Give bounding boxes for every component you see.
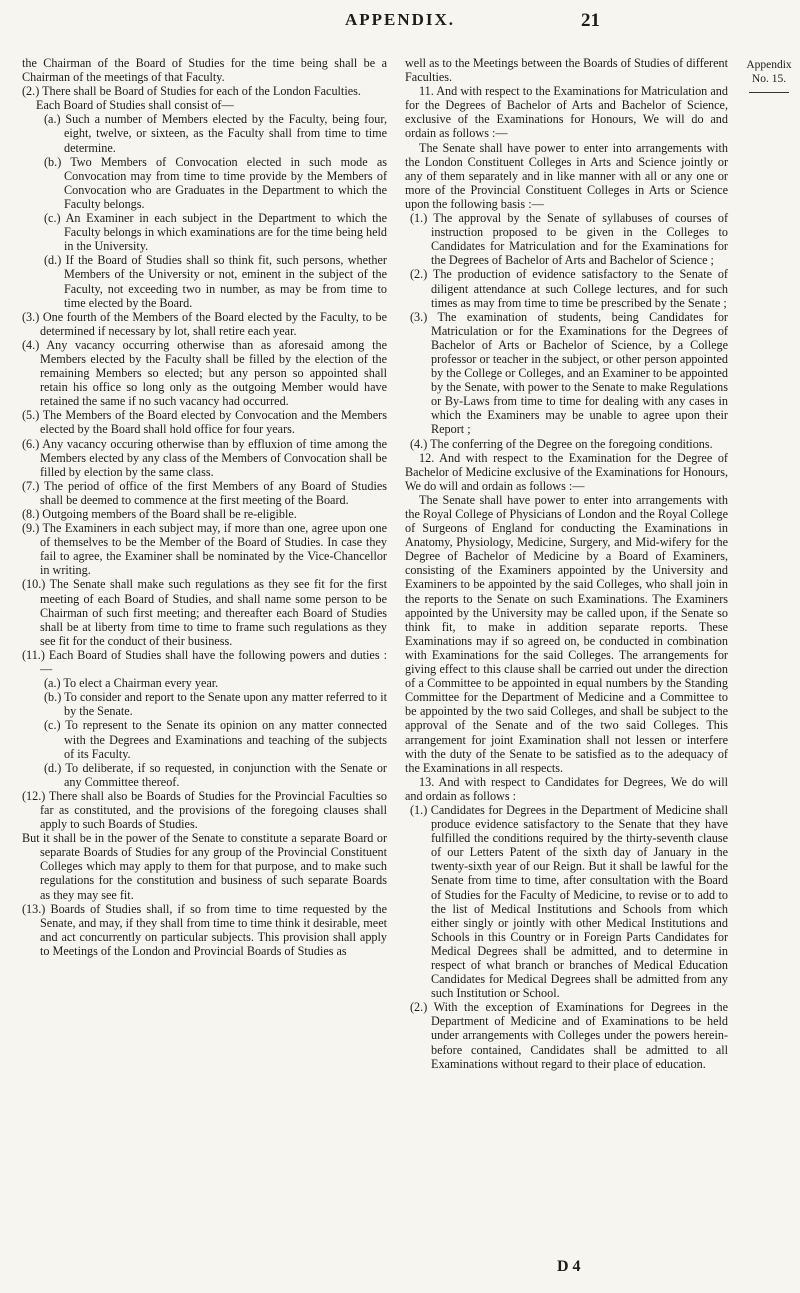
running-title: APPENDIX. (344, 10, 456, 29)
left-paragraph: (12.) There shall also be Boards of Studies for the Provincial Faculties so far as constituted, and the provisions of the foregoing clauses shall apply to such Boards of Studies. (22, 788, 387, 832)
right-paragraph: 12. And with respect to the Examination for the Degree of Bachelor of Medicine exclusive of the Examinations for Honours, We do will and ordain as follows :— (405, 450, 728, 493)
margin-note-number: No. 15. (751, 73, 787, 85)
left-paragraph: (9.) The Examiners in each subject may, if more than one, agree upon one of themselves to be the Member of the Board of Studies. In case they fail to agree, the Examiner shall be nominated by the Vice-Chancellor in writing. (22, 521, 387, 578)
margin-rule (749, 92, 789, 93)
margin-note-label: Appendix (746, 59, 792, 71)
right-paragraph: (4.) The conferring of the Degree on the foregoing conditions. (410, 436, 713, 451)
left-paragraph: (b.) To consider and report to the Senate upon any matter referred to it by the Senate. (44, 690, 387, 719)
right-paragraph: 13. And with respect to Candidates for Degrees, We do will and ordain as follows : (405, 774, 728, 803)
left-paragraph: (d.) If the Board of Studies shall so think fit, such persons, whether Members of the University or not, eminent in the subject of the Faculty, not exceeding two in number, as may be from time to time elected by the Board. (44, 253, 387, 310)
left-paragraph: (8.) Outgoing members of the Board shall be re-eligible. (22, 507, 297, 521)
left-paragraph: (4.) Any vacancy occurring otherwise than as aforesaid among the Members elected by the Faculty shall be filled by the election of the remaining Members so elected; but any person so appointed shall retain his office so long only as the outgoing Member would have retained the same if no such vacancy had occurred. (22, 337, 387, 409)
right-paragraph: (2.) With the exception of Examinations for Degrees in the Department of Medicine and of Examinations to be held under arrangements with Colleges under the powers herein-before contained, Candidates shall be admitted to all Examinations without regard to their place of education. (410, 1000, 728, 1071)
right-paragraph: well as to the Meetings between the Boards of Studies of different Faculties. (405, 56, 728, 85)
left-paragraph: (13.) Boards of Studies shall, if so from time to time requested by the Senate, and may, if they shall from time to time think it desirable, meet and act concurrently on particular subjects. This provision shall apply to Meetings of the London and Provincial Boards of Studies as (22, 901, 387, 958)
left-paragraph: (a.) Such a number of Members elected by the Faculty, being four, eight, twelve, or sixteen, as the Faculty shall from time to time determine. (44, 112, 387, 155)
left-paragraph: (b.) Two Members of Convocation elected in such mode as Convocation may from time to time provide by the Members of Convocation who are Graduates in the Department to which the Faculty belongs. (44, 154, 387, 211)
left-paragraph: But it shall be in the power of the Senate to constitute a separate Board or separate Boards of Studies for any group of the Provincial Constituent Colleges which may apply to them for that purpose, and to make such regulations for the constitution and business of such separate Boards as they may see fit. (22, 831, 387, 902)
left-paragraph: (5.) The Members of the Board elected by Convocation and the Members elected by the Board shall hold office for four years. (22, 408, 387, 437)
left-paragraph: (d.) To deliberate, if so requested, in conjunction with the Senate or any Committee thereof. (44, 760, 387, 789)
left-paragraph: (10.) The Senate shall make such regulations as they see fit for the first meeting of each Board of Studies, and shall name some person to be Chairman of such first meeting; and thereafter each Board of Studies shall be at liberty from time to time to frame such regulations as they see fit for the conduct of their business. (22, 577, 387, 648)
left-paragraph: (7.) The period of office of the first Members of any Board of Studies shall be deemed to commence at the first meeting of the Board. (22, 478, 387, 507)
left-paragraph: (c.) To represent to the Senate its opinion on any matter connected with the Degrees and Examinations and teaching of the subjects of its Faculty. (44, 718, 387, 761)
left-paragraph: the Chairman of the Board of Studies for the time being shall be a Chairman of the meetings of that Faculty. (22, 56, 387, 85)
left-column (22, 56, 387, 958)
right-paragraph: (3.) The examination of students, being Candidates for Matriculation or for the Examinations for the Degrees of Bachelor of Arts or Bachelor of Science, by a College professor or teacher in the subject, or other person appointed by the College or Colleges, and an Examiner to be appointed by the Senate, with power to the Senate to make Regulations or By-Laws from time to time for dealing with any cases in which the Examiners may be unable to agree upon their Report ; (410, 309, 728, 437)
right-paragraph: (2.) The production of evidence satisfactory to the Senate of diligent attendance at such College lectures, and for such times as may from time to time be prescribed by the Senate ; (410, 267, 728, 310)
right-paragraph: The Senate shall have power to enter into arrangements with the Royal College of Physicians of London and the Royal College of Surgeons of England for conducting the Examinations in Anatomy, Physiology, Medicine, Surgery, and Mid-wifery for the Degree of Bachelor of Medicine by a Board of Examiners, consisting of the Examiners appointed by the University and Examiners to be appointed by the said Colleges, who shall join in the reports to the Senate on such Examinations. The Examiners appointed by the University may be called upon, if the Senate so think fit, to make in addition separate reports. These Examinations may if so agreed on, be conducted in combination with Examinations for the said Colleges. The arrangements for giving effect to this clause shall be carried out under the direction of a Committee to be appointed in equal numbers by the Standing Committee for the Department of Medicine and a Committee to be appointed by the two said Colleges, and shall be subject to the approval of the Senate and of the two said Colleges. This arrangement for joint Examination shall not lessen or interfere with the duty of the Senate to be satisfied as to the adequacy of the Examinations in all respects. (405, 492, 728, 775)
left-paragraph: Each Board of Studies shall consist of— (36, 98, 234, 113)
right-paragraph: 11. And with respect to the Examinations for Matriculation and for the Degrees of Bachelor of Arts and Bachelor of Science, exclusive of the Examinations for Honours, We will do and ordain as follows :— (405, 84, 728, 141)
margin-note (740, 58, 798, 93)
page-number: 21 (581, 10, 600, 31)
left-paragraph: (a.) To elect a Chairman every year. (44, 676, 219, 691)
right-column (405, 56, 728, 1071)
signature-mark: D 4 (557, 1258, 581, 1275)
right-paragraph: The Senate shall have power to enter into arrangements with the London Constituent Colleges in Arts and Science jointly or any of them separately and in like manner with all or any one or more of the Provincial Constituent Colleges in Arts or Science upon the following basis :— (405, 140, 728, 211)
left-paragraph: (c.) An Examiner in each subject in the Department to which the Faculty belongs in which examinations are for the time being held in the University. (44, 211, 387, 254)
left-paragraph: (11.) Each Board of Studies shall have the following powers and duties :— (22, 647, 387, 677)
right-paragraph: (1.) Candidates for Degrees in the Department of Medicine shall produce evidence satisfactory to the Senate that they have fulfilled the conditions required by the thirty-seventh clause of our Letters Patent of the sixth day of January in the twenty-sixth year of our Reign. But it shall be lawful for the Senate from time to time, after consultation with the Board of Studies for the Faculty of Medicine, to revise or to add to the list of Medical Institutions and Schools from which either singly or jointly with other Medical Institutions and Schools in this Country or in Foreign Parts Candidates for Medical Degrees shall be admitted, and to determine in respect of what branch or branches of Medical Education Candidates for Medical Degrees shall be admitted from any such Institution or School. (410, 802, 728, 1001)
left-paragraph: (2.) There shall be Board of Studies for each of the London Faculties. (22, 84, 361, 99)
page-header (0, 0, 800, 40)
left-paragraph: (6.) Any vacancy occuring otherwise than by effluxion of time among the Members elected by any class of the Members of Convocation shall be filled by election by the same class. (22, 436, 387, 479)
right-paragraph: (1.) The approval by the Senate of syllabuses of courses of instruction proposed to be given in the Colleges to Candidates for Matriculation and for the Examinations for the Degrees of Bachelor of Arts and Bachelor of Science ; (410, 211, 728, 268)
left-paragraph: (3.) One fourth of the Members of the Board elected by the Faculty, to be determined if necessary by lot, shall retire each year. (22, 309, 387, 338)
